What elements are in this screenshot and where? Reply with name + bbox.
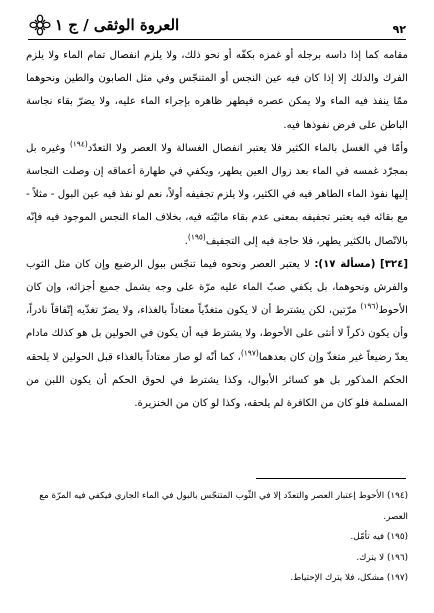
header-ornament <box>28 14 179 36</box>
footnote-divider <box>256 478 406 479</box>
footnote-reference: (١٩٧) <box>240 348 259 358</box>
footnote-reference: (١٩٦) <box>360 301 379 311</box>
footnotes <box>26 486 408 589</box>
page-number: ٩٢ <box>392 23 406 36</box>
paragraph-text: وغيره بل بمجرّد غمسه في الماء بعد زوال العين يطهر، ويكفي في طهارة أعماقه إن وصلت النجاسة إليها نفوذ الماء الطاهر فيه في الكثير، ولا يلزم تجفيفه أولاً، نعم لو نفذ فيه عين البول - مثلاً - مع بقائه فيه يعتبر تجفيفه بمعنى عدم بقاء مائيّته فيه، بخلاف الماء النجس الموجود فيه فإنّه بالاتّصال بالكثير يطهر، فلا حاجة فيه إلى التجفيف <box>26 142 408 247</box>
paragraph-text: وأمّا في الغسل بالماء الكثير فلا يعتبر انفصال الغسالة ولا العصر ولا التعدّد <box>87 142 408 154</box>
footnote: (١٩٧) مشكل، فلا يترك الإحتياط. <box>290 573 408 583</box>
footnote-reference: (١٩٤) <box>69 139 88 149</box>
footnote-reference: (١٩٥) <box>187 232 206 242</box>
paragraph: مقامه كما إذا داسه برجله أو غمزه بكفّه أو نحو ذلك، ولا يلزم انفصال تمام الماء ولا يلزم الفرك والدلك إلا إذا كان فيه عين النجس أو المتنجّس وفي مثل الصابون والطين ونحوهما ممّا ينفذ فيه الماء ولا يمكن عصره فيطهر ظاهره بإجراء الماء عليه، ولا يضرّ بقاء نجاسة الباطن على فرض نفوذها فيه. <box>26 50 408 131</box>
book-title: العروة الوثقى / ج ١ <box>55 16 180 34</box>
footnote: (١٩٦) لا يترك. <box>356 552 408 563</box>
footnote: (١٩٤) الأحوط إعتبار العصر والتعدّد إلا في الثّوب المتنجّس بالبول في الماء الجاري فيكفي فيه المرّة مع العصر. <box>39 491 408 522</box>
running-header <box>28 10 406 40</box>
flower-ornament-icon <box>28 14 52 36</box>
issue-number: [٣٢٤] (مسألة ١٧): <box>314 258 408 270</box>
paragraph <box>26 137 408 253</box>
paragraph-text: مرّتين، لكن يشترط أن لا يكون متغذّياً معتاداً بالغذاء، ولا يضرّ تغذّيه إتّفاقاً نادراً، وأن يكون ذكراً لا أنثى على الأحوط، ولا يشترط فيه أن يكون في الحولين بل هو كذلك مادام يعدّ رضيعاً غير متغذّ وإن كان بعدهما <box>26 305 408 363</box>
paragraph-text: ، كما أنّه لو صار معتاداً بالغذاء قبل الحولين لا يلحقه الحكم المذكور بل هو كسائر الأبوال، وكذا يشترط في لحوق الحكم أن يكون اللبن من المسلمة فلو كان من الكافرة لم يلحقه، وكذا لو كان من الخنزيرة. <box>26 351 408 410</box>
paragraph-text: . <box>184 235 188 247</box>
main-text <box>26 44 408 415</box>
paragraph <box>26 253 408 415</box>
paragraph-text: لا يعتبر العصر ونحوه فيما تنجّس ببول الرضيع وإن كان مثل الثوب والفرش ونحوهما، بل يكفي صبّ الماء عليه مرّة على وجه يشمل جميع أجزائه، وإن كان الأحوط <box>26 258 408 317</box>
footnote: (١٩٥) فيه تأمّل. <box>350 532 408 542</box>
